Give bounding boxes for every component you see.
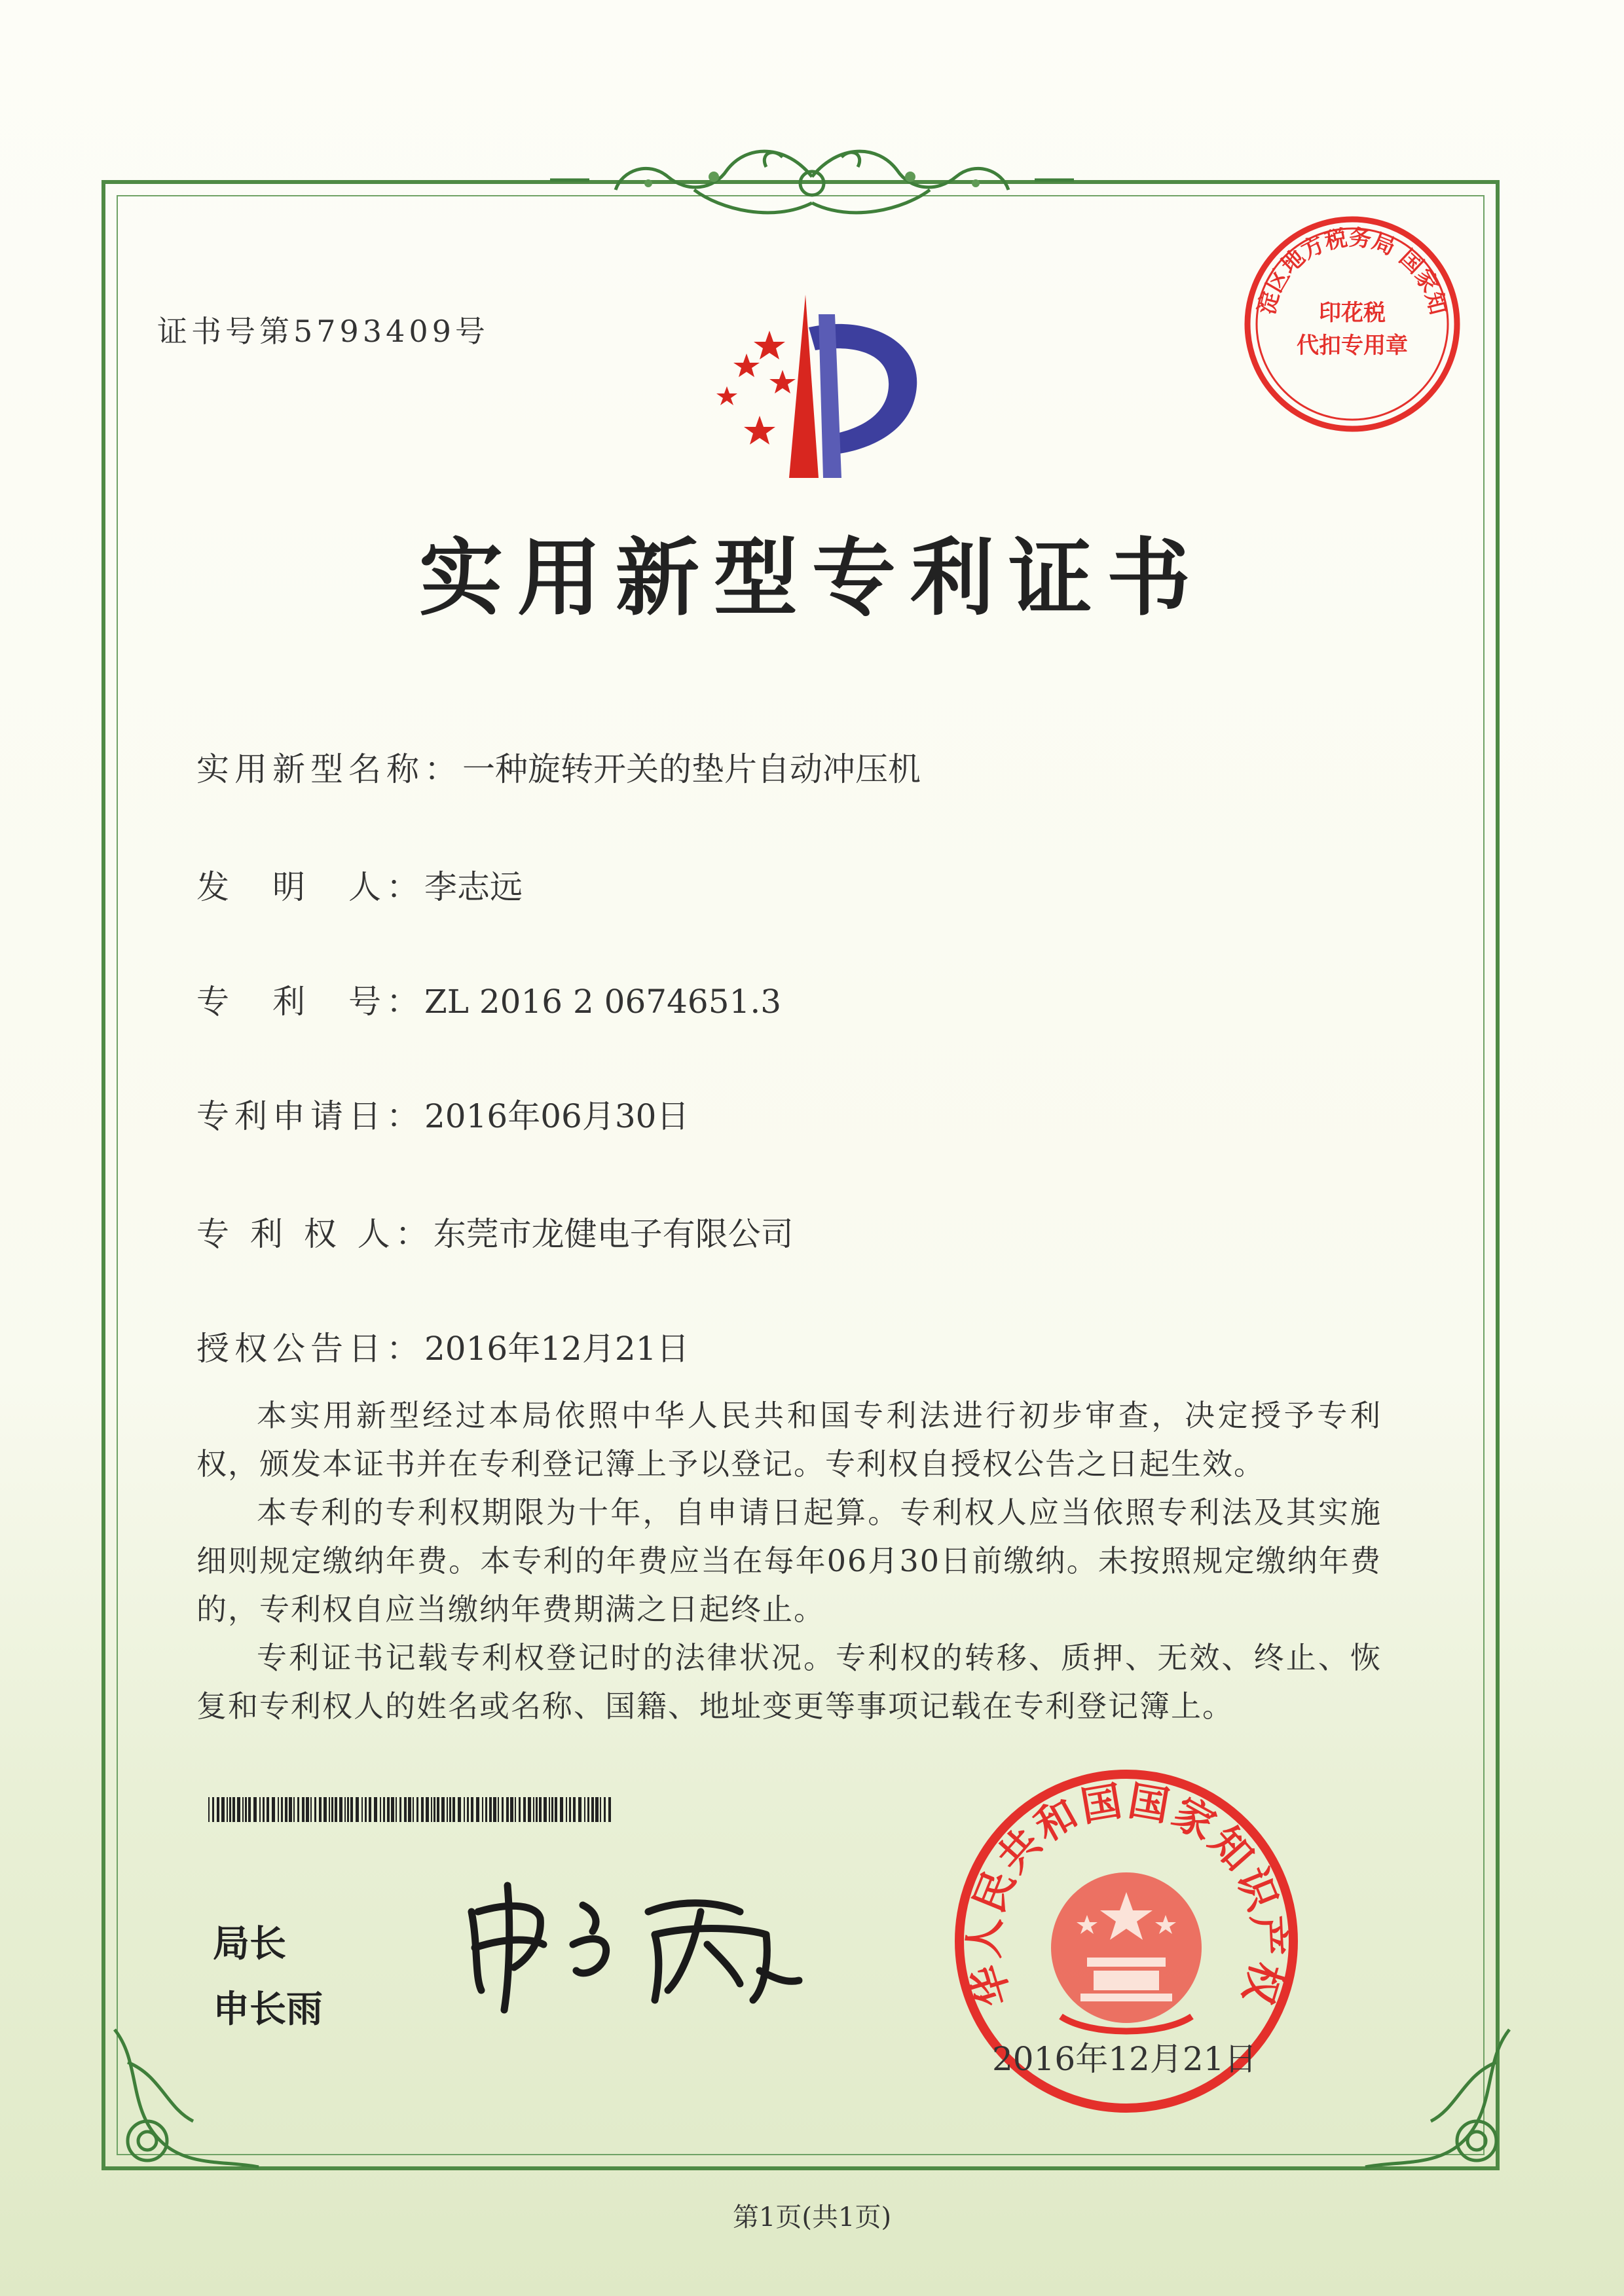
field-patent-number bbox=[196, 975, 781, 1023]
director-name: 申长雨 bbox=[213, 1988, 323, 2031]
body-paragraph-1: 本实用新型经过本局依照中华人民共和国专利法进行初步审查，决定授予专利权，颁发本证书并在专利登记簿上予以登记。专利权自授权公告之日起生效。 bbox=[196, 1398, 1382, 1482]
barcode-bar bbox=[344, 1797, 346, 1822]
barcode-bar bbox=[404, 1797, 407, 1822]
barcode-bar bbox=[549, 1797, 550, 1822]
director-title: 局长 bbox=[213, 1922, 286, 1965]
barcode-bar bbox=[591, 1797, 594, 1822]
barcode-bar bbox=[539, 1797, 542, 1822]
tax-seal-center-1: 印花税 bbox=[1319, 300, 1386, 326]
tax-seal-ring-text: 淀区地方税务局 国家知 bbox=[1253, 225, 1451, 318]
barcode-bar bbox=[413, 1797, 414, 1822]
barcode-bar bbox=[374, 1797, 377, 1822]
barcode-bar bbox=[267, 1797, 269, 1822]
barcode-bar bbox=[464, 1797, 465, 1822]
barcode-bar bbox=[310, 1797, 312, 1822]
body-text bbox=[196, 1391, 1382, 1730]
barcode-bar bbox=[365, 1797, 367, 1822]
barcode-bar bbox=[506, 1797, 509, 1822]
barcode-bar bbox=[278, 1797, 279, 1822]
barcode-bar bbox=[608, 1797, 611, 1822]
barcode-bar bbox=[289, 1797, 292, 1822]
barcode-bar bbox=[600, 1797, 601, 1822]
barcode-bar bbox=[227, 1797, 228, 1822]
barcode-bar bbox=[335, 1797, 337, 1822]
barcode-bar bbox=[452, 1797, 455, 1822]
barcode-bar bbox=[584, 1797, 585, 1822]
tax-seal bbox=[1241, 213, 1464, 435]
barcode-bar bbox=[426, 1797, 429, 1822]
barcode-bar bbox=[248, 1797, 251, 1822]
barcode-bar bbox=[447, 1797, 448, 1822]
body-paragraph-2: 本专利的专利权期限为十年，自申请日起算。专利权人应当依照专利法及其实施细则规定缴纳年费。本专利的年费应当在每年06月30日前缴纳。未按照规定缴纳年费的，专利权自应当缴纳年费期满之日起终止。 bbox=[196, 1495, 1382, 1627]
field-patentee bbox=[196, 1208, 794, 1255]
field-value: 一种旋转开关的垫片自动冲压机 bbox=[462, 750, 921, 788]
barcode-bar bbox=[323, 1797, 327, 1822]
barcode-bar bbox=[449, 1797, 451, 1822]
barcode-bar bbox=[498, 1797, 499, 1822]
field-inventor bbox=[196, 861, 523, 908]
barcode-bar bbox=[441, 1797, 445, 1822]
barcode-bar bbox=[434, 1797, 435, 1822]
barcode-bar bbox=[253, 1797, 257, 1822]
barcode-bar bbox=[437, 1797, 439, 1822]
director-signature bbox=[458, 1872, 825, 2016]
tax-seal-center-2: 代扣专用章 bbox=[1297, 333, 1408, 359]
barcode-bar bbox=[578, 1797, 581, 1822]
barcode-bar bbox=[482, 1797, 483, 1822]
barcode-bar bbox=[510, 1797, 513, 1822]
barcode-bar bbox=[502, 1797, 504, 1822]
barcode-bar bbox=[361, 1797, 363, 1822]
barcode-bar bbox=[551, 1797, 553, 1822]
barcode-bar bbox=[421, 1797, 424, 1822]
barcode-bar bbox=[391, 1797, 394, 1822]
field-value: 东莞市龙健电子有限公司 bbox=[433, 1215, 794, 1253]
barcode-bar bbox=[431, 1797, 432, 1822]
barcode-bar bbox=[467, 1797, 469, 1822]
barcode-bar bbox=[458, 1797, 461, 1822]
barcode-bar bbox=[595, 1797, 599, 1822]
barcode-bar bbox=[369, 1797, 371, 1822]
barcode-bar bbox=[242, 1797, 244, 1822]
barcode-bar bbox=[573, 1797, 576, 1822]
barcode-bar bbox=[604, 1797, 606, 1822]
barcode-bar bbox=[229, 1797, 231, 1822]
barcode-bar bbox=[347, 1797, 349, 1822]
field-label: 专 利 号： bbox=[196, 983, 424, 1021]
barcode-bar bbox=[297, 1797, 299, 1822]
barcode-bar bbox=[329, 1797, 330, 1822]
barcode-bar bbox=[515, 1797, 516, 1822]
barcode-bar bbox=[356, 1797, 359, 1822]
barcode-bar bbox=[485, 1797, 487, 1822]
corner-ornament-bottom-left bbox=[101, 2010, 272, 2180]
barcode-bar bbox=[281, 1797, 283, 1822]
barcode-bar bbox=[237, 1797, 240, 1822]
barcode-bar bbox=[306, 1797, 309, 1822]
barcode-bar bbox=[314, 1797, 316, 1822]
barcode-bar bbox=[259, 1797, 261, 1822]
barcode-bar bbox=[416, 1797, 418, 1822]
barcode-bar bbox=[387, 1797, 390, 1822]
field-label: 发 明 人： bbox=[196, 868, 424, 906]
barcode-bar bbox=[569, 1797, 571, 1822]
barcode-bar bbox=[350, 1797, 353, 1822]
barcode-bar bbox=[519, 1797, 521, 1822]
field-utility-model-name bbox=[196, 743, 921, 790]
barcode-bar bbox=[555, 1797, 557, 1822]
certificate-number: 证书号第5793409号 bbox=[157, 314, 489, 349]
body-paragraph-3: 专利证书记载专利权登记时的法律状况。专利权的转移、质押、无效、终止、恢复和专利权人的姓名或名称、国籍、地址变更等事项记载在专利登记簿上。 bbox=[196, 1640, 1382, 1724]
barcode-bar bbox=[536, 1797, 538, 1822]
barcode-bar bbox=[396, 1797, 397, 1822]
barcode-bar bbox=[560, 1797, 563, 1822]
barcode-bar bbox=[212, 1797, 214, 1822]
field-label: 授权公告日： bbox=[196, 1330, 424, 1368]
national-seal-ring-text: 华人民共和国国家知识产权 bbox=[959, 1776, 1293, 2012]
barcode-bar bbox=[245, 1797, 247, 1822]
issue-date: 2016年12月21日 bbox=[992, 2040, 1257, 2078]
barcode-bar bbox=[232, 1797, 235, 1822]
field-value: 2016年06月30日 bbox=[424, 1097, 690, 1135]
field-label: 实用新型名称： bbox=[196, 750, 462, 788]
field-application-date bbox=[196, 1090, 690, 1137]
barcode-bar bbox=[566, 1797, 567, 1822]
barcode-bar bbox=[399, 1797, 401, 1822]
barcode-bar bbox=[380, 1797, 381, 1822]
barcode-bar bbox=[533, 1797, 534, 1822]
barcode-bar bbox=[285, 1797, 287, 1822]
barcode-bar bbox=[208, 1797, 210, 1822]
page-title: 实用新型专利证书 bbox=[418, 529, 1205, 627]
barcode-bar bbox=[221, 1797, 225, 1822]
barcode-bar bbox=[319, 1797, 322, 1822]
barcode-bar bbox=[331, 1797, 333, 1822]
barcode-bar bbox=[293, 1797, 295, 1822]
barcode-bar bbox=[302, 1797, 304, 1822]
corner-ornament-bottom-right bbox=[1352, 2010, 1522, 2180]
field-label: 专利申请日： bbox=[196, 1097, 424, 1135]
barcode-bar bbox=[339, 1797, 342, 1822]
sipo-logo-icon bbox=[678, 288, 940, 491]
barcode-bar bbox=[272, 1797, 275, 1822]
field-value: ZL 2016 2 0674651.3 bbox=[424, 983, 782, 1021]
barcode-bar bbox=[489, 1797, 492, 1822]
field-label: 专 利 权 人： bbox=[196, 1215, 434, 1253]
barcode-bar bbox=[408, 1797, 411, 1822]
barcode-bar bbox=[471, 1797, 473, 1822]
barcode-bar bbox=[493, 1797, 496, 1822]
barcode-bar bbox=[383, 1797, 385, 1822]
barcode bbox=[208, 1797, 614, 1822]
barcode-bar bbox=[263, 1797, 265, 1822]
field-value: 2016年12月21日 bbox=[424, 1330, 690, 1368]
barcode-bar bbox=[476, 1797, 479, 1822]
barcode-bar bbox=[523, 1797, 526, 1822]
barcode-bar bbox=[544, 1797, 547, 1822]
field-grant-date bbox=[196, 1322, 690, 1370]
top-ornament bbox=[550, 131, 1074, 236]
page-number: 第1页(共1页) bbox=[732, 2202, 892, 2232]
barcode-bar bbox=[217, 1797, 219, 1822]
barcode-bar bbox=[587, 1797, 589, 1822]
barcode-bar bbox=[528, 1797, 531, 1822]
field-value: 李志远 bbox=[424, 868, 523, 906]
